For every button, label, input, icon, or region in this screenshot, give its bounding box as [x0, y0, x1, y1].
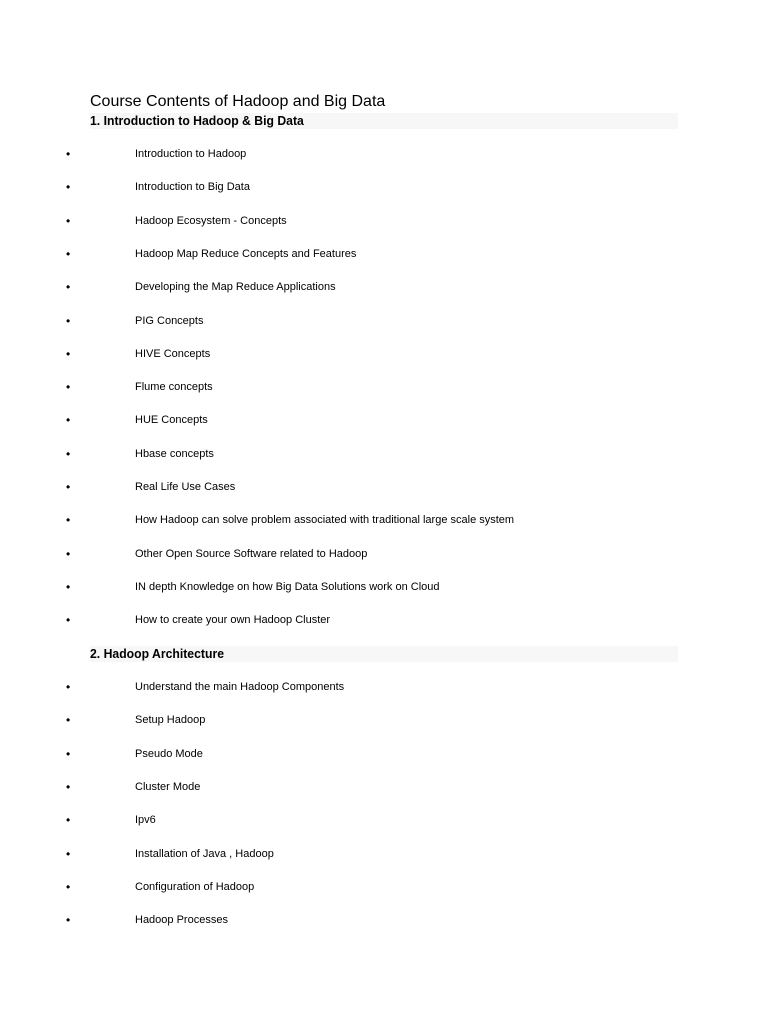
bullet-icon: •	[66, 913, 71, 927]
list-item	[0, 411, 768, 429]
bullet-icon: •	[66, 214, 71, 228]
list-item	[0, 778, 768, 796]
list-item	[0, 878, 768, 896]
list-item-text: Setup Hadoop	[135, 714, 206, 726]
list-item	[0, 611, 768, 629]
list-item-text: PIG Concepts	[135, 315, 204, 327]
list-item-text: Installation of Java , Hadoop	[135, 848, 274, 860]
section-heading-label: 2. Hadoop Architecture	[90, 646, 224, 661]
list-item-text: Ipv6	[135, 814, 156, 826]
list-item	[0, 178, 768, 196]
bullet-icon: •	[66, 413, 71, 427]
list-item	[0, 345, 768, 363]
bullet-icon: •	[66, 280, 71, 294]
list-item-text: How to create your own Hadoop Cluster	[135, 614, 331, 626]
bullet-icon: •	[66, 547, 71, 561]
list-item-text: Hadoop Processes	[135, 914, 228, 926]
list-item-text: Real Life Use Cases	[135, 481, 236, 493]
list-item-text: HIVE Concepts	[135, 348, 211, 360]
list-item	[0, 711, 768, 729]
bullet-icon: •	[66, 580, 71, 594]
list-item-text: Developing the Map Reduce Applications	[135, 281, 336, 293]
section-heading-introduction	[90, 113, 678, 129]
bullet-icon: •	[66, 480, 71, 494]
section-heading-architecture	[90, 646, 678, 662]
list-item-text: Other Open Source Software related to Hadoop	[135, 548, 368, 560]
bullet-icon: •	[66, 747, 71, 761]
list-item-text: Introduction to Big Data	[135, 181, 250, 193]
list-item	[0, 212, 768, 230]
bullet-icon: •	[66, 813, 71, 827]
bullet-icon: •	[66, 847, 71, 861]
list-item	[0, 245, 768, 263]
bullet-icon: •	[66, 713, 71, 727]
bullet-icon: •	[66, 147, 71, 161]
bullet-icon: •	[66, 180, 71, 194]
list-item-text: Pseudo Mode	[135, 748, 203, 760]
list-item-text: Understand the main Hadoop Components	[135, 681, 345, 693]
list-item-text: Hadoop Map Reduce Concepts and Features	[135, 248, 357, 260]
list-item	[0, 312, 768, 330]
list-item	[0, 378, 768, 396]
bullet-icon: •	[66, 513, 71, 527]
list-item	[0, 811, 768, 829]
list-item-text: Cluster Mode	[135, 781, 201, 793]
bullet-icon: •	[66, 680, 71, 694]
bullet-icon: •	[66, 447, 71, 461]
list-item	[0, 145, 768, 163]
list-item-text: How Hadoop can solve problem associated with traditional large scale system	[135, 514, 515, 526]
list-item-text: Flume concepts	[135, 381, 213, 393]
list-item	[0, 278, 768, 296]
list-item	[0, 445, 768, 463]
list-item-text: IN depth Knowledge on how Big Data Solutions work on Cloud	[135, 581, 440, 593]
bullet-icon: •	[66, 613, 71, 627]
bullet-icon: •	[66, 314, 71, 328]
list-item-text: Hbase concepts	[135, 448, 214, 460]
list-item	[0, 545, 768, 563]
list-item-text: Hadoop Ecosystem - Concepts	[135, 215, 287, 227]
page-title: Course Contents of Hadoop and Big Data	[90, 93, 386, 110]
list-item	[0, 478, 768, 496]
bullet-icon: •	[66, 880, 71, 894]
bullet-icon: •	[66, 347, 71, 361]
bullet-icon: •	[66, 780, 71, 794]
list-item-text: Introduction to Hadoop	[135, 148, 247, 160]
bullet-icon: •	[66, 380, 71, 394]
list-item-text: Configuration of Hadoop	[135, 881, 255, 893]
list-item	[0, 678, 768, 696]
list-item	[0, 745, 768, 763]
list-item	[0, 511, 768, 529]
list-item	[0, 845, 768, 863]
list-item-text: HUE Concepts	[135, 414, 208, 426]
list-item	[0, 578, 768, 596]
bullet-icon: •	[66, 247, 71, 261]
section-heading-label: 1. Introduction to Hadoop & Big Data	[90, 113, 304, 128]
list-item	[0, 911, 768, 929]
